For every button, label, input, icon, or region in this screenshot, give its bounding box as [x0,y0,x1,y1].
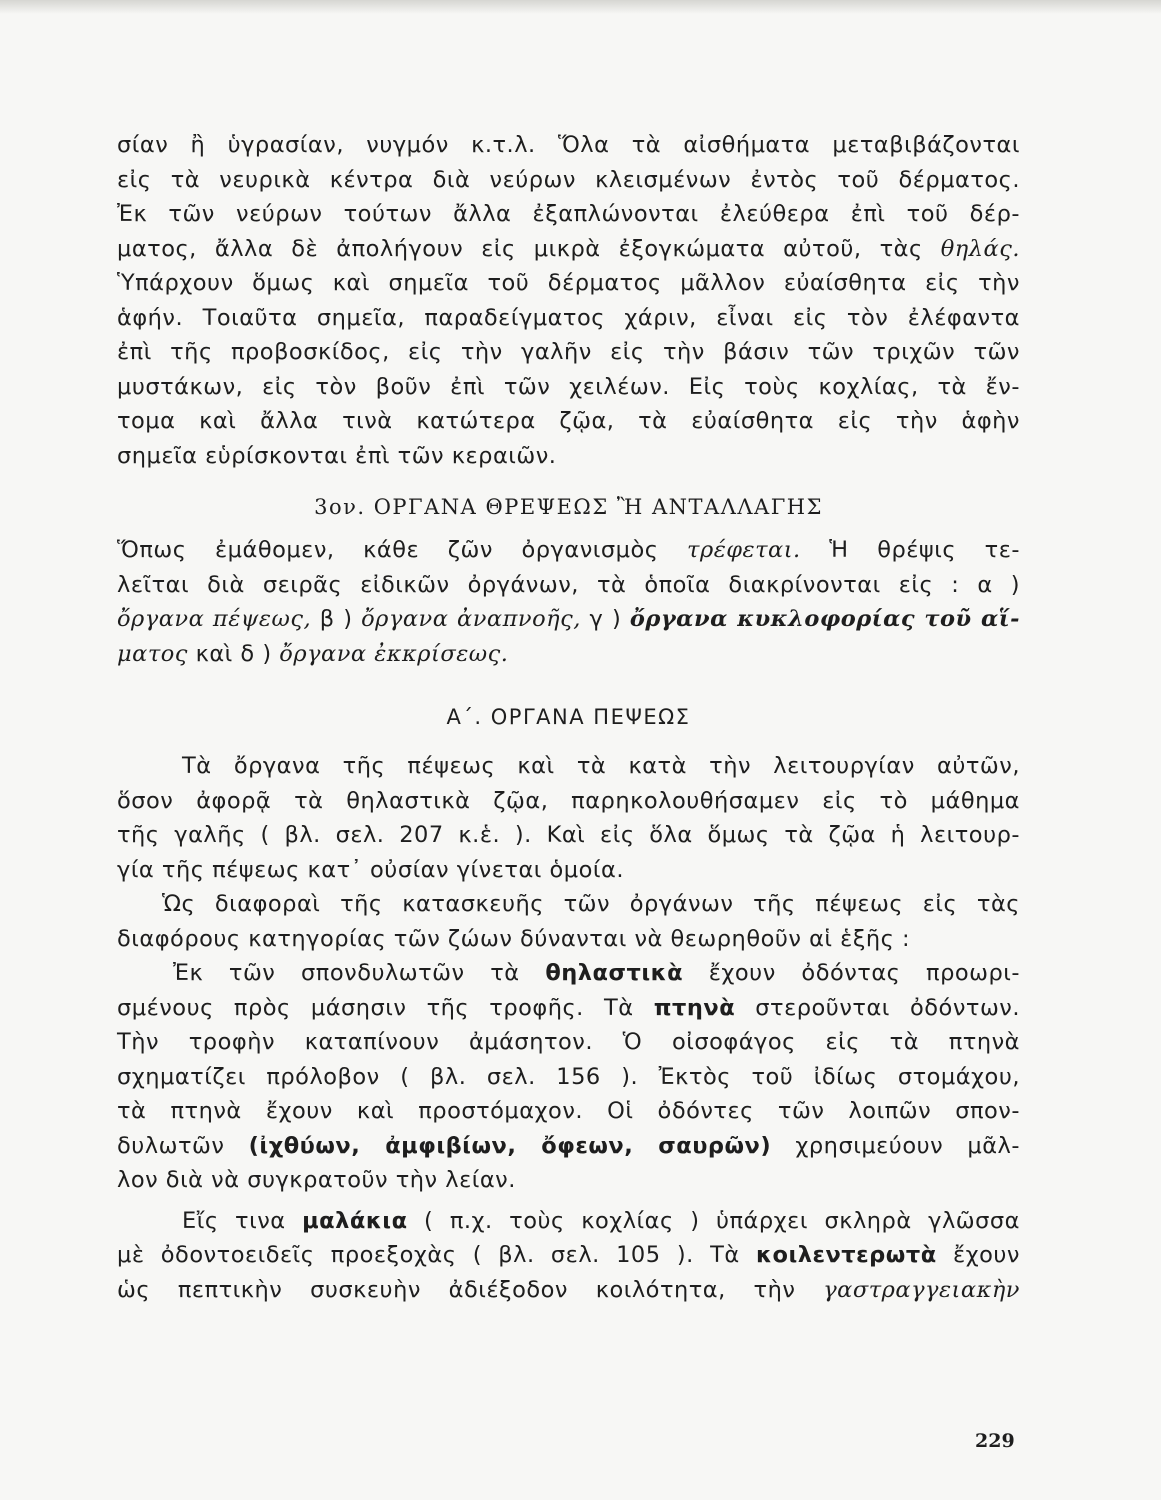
italic-term: ὄργανα κυκλοφορίας τοῦ αἵ- [629,606,1021,632]
text-line: Ἐκ τῶν νεύρων τούτων ἄλλα ἐξαπλώνονται ἐλεύθερα ἐπὶ τοῦ δέρ- [117,201,1020,227]
italic-term: τρέφεται. [687,537,801,563]
text-run: Ὅπως ἐμάθομεν, κάθε ζῶν ὀργανισμὸς [117,537,688,563]
italic-term: γαστραγγειακὴν [823,1276,1020,1303]
text-line: λον διὰ νὰ συγκρατοῦν τὴν λείαν. [117,1167,516,1193]
text-line: ἐπὶ τῆς προβοσκίδος, εἰς τὴν γαλῆν εἰς τὴν βάσιν τῶν τριχῶν τῶν [117,339,1020,365]
text-line [117,637,1020,672]
text-run: στεροῦνται ὀδόντων. [735,994,1021,1021]
bold-term: κοιλεντερωτὰ [756,1242,937,1268]
text-line: γία τῆς πέψεως κατ᾽ οὐσίαν γίνεται ὁμοία. [117,856,624,883]
text-line: εἰς τὰ νευρικὰ κέντρα διὰ νεύρων κλεισμένων ἐντὸς τοῦ δέρματος. [117,166,1020,193]
italic-term: θηλάς. [940,235,1020,262]
text-line: ἁφήν. Τοιαῦτα σημεῖα, παραδείγματος χάριν, εἶναι εἰς τὸν ἐλέφαντα [117,304,1020,331]
paragraph-senses [117,128,1020,473]
text-line: Ὑπάρχουν ὅμως καὶ σημεῖα τοῦ δέρματος μᾶλλον εὐαίσθητα εἰς τὴν [117,270,1020,296]
text-run: δυλωτῶν [117,1132,249,1159]
text-line: διαφόρους κατηγορίας τῶν ζώων δύνανται νὰ θεωρηθοῦν αἱ ἑξῆς : [117,925,911,952]
text-line: λεῖται διὰ σειρᾶς εἰδικῶν ὀργάνων, τὰ ὁποῖα διακρίνονται εἰς : α ) [117,571,1020,598]
bold-term: (ἰχθύων, ἀμφιβίων, ὄφεων, σαυρῶν) [248,1132,772,1159]
paragraph-nutrition [117,533,1020,671]
text-line [117,1204,1020,1239]
section-heading-nutrition-organs: 3ον. ΟΡΓΑΝΑ ΘΡΕΨΕΩΣ Ἢ ΑΝΤΑΛΛΑΓΗΣ [314,495,823,519]
text-run: σμένους πρὸς μάσησιν τῆς τροφῆς. Τὰ [117,994,654,1021]
text-run: ἔχουν [936,1242,1020,1268]
text-run: ἔχουν ὀδόντας προωρι- [683,960,1020,986]
text-run: μὲ ὀδοντοειδεῖς προεξοχὰς ( βλ. σελ. 105 ). Τὰ [117,1242,756,1268]
italic-term: ὄργανα ἀναπνοῆς, [361,606,581,632]
text-line: Ὡς διαφοραὶ τῆς κατασκευῆς τῶν ὀργάνων τῆς πέψεως εἰς τὰς [162,891,1020,917]
text-run: ὡς πεπτικὴν συσκευὴν ἀδιέξοδον κοιλότητα, τὴν [117,1276,824,1303]
text-line: τὰ πτηνὰ ἔχουν καὶ προστόμαχον. Οἱ ὀδόντες τῶν λοιπῶν σπον- [117,1098,1020,1124]
text-line: Τὰ ὄργανα τῆς πέψεως καὶ τὰ κατὰ τὴν λειτουργίαν αὐτῶν, [182,753,1020,779]
italic-term: ὄργανα ἐκκρίσεως. [279,640,509,667]
italic-term: ὄργανα πέψεως, [117,606,312,632]
text-line [117,602,1020,637]
text-run: ματος, ἄλλα δὲ ἀπολήγουν εἰς μικρὰ ἐξογκώματα αὐτοῦ, τὰς [117,235,941,262]
text-run: καὶ δ ) [187,640,280,667]
text-run: ( π.χ. τοὺς κοχλίας ) ὑπάρχει σκληρὰ γλῶσσα [407,1207,1020,1234]
text-run: Ἡ θρέψις τε- [800,537,1020,563]
bold-term: μαλάκια [302,1207,408,1234]
bold-term: θηλαστικὰ [545,960,684,986]
text-run: γ ) [580,606,630,632]
page-edge-shadow [0,0,1161,14]
text-line: τομα καὶ ἄλλα τινὰ κατώτερα ζῷα, τὰ εὐαίσθητα εἰς τὴν ἁφὴν [117,408,1020,434]
text-line [117,533,1020,568]
text-line [117,956,1020,991]
text-line [117,1238,1020,1273]
text-line [117,232,1020,267]
text-line [117,1129,1020,1164]
text-line: σημεῖα εὑρίσκονται ἐπὶ τῶν κεραιῶν. [117,442,557,469]
book-page [117,128,1020,1307]
section-heading-digestive-organs: Α΄. ΟΡΓΑΝΑ ΠΕΨΕΩΣ [446,705,691,729]
text-run: Εἴς τινα [182,1207,303,1234]
text-run: β ) [311,606,362,632]
text-line: σχηματίζει πρόλοβον ( βλ. σελ. 156 ). Ἐκτὸς τοῦ ἰδίως στομάχου, [117,1063,1020,1090]
paragraph-digestion [117,749,1020,1307]
text-line: μυστάκων, εἰς τὸν βοῦν ἐπὶ τῶν χειλέων. Εἰς τοὺς κοχλίας, τὰ ἔν- [117,373,1020,400]
page-number: 229 [975,1430,1015,1452]
italic-term: ματος [117,640,188,667]
text-line: ὅσον ἀφορᾷ τὰ θηλαστικὰ ζῷα, παρηκολουθήσαμεν εἰς τὸ μάθημα [117,787,1020,814]
bold-term: πτηνὰ [653,994,736,1021]
text-run: Ἐκ τῶν σπονδυλωτῶν τὰ [173,960,546,986]
text-line: Τὴν τροφὴν καταπίνουν ἀμάσητον. Ὁ οἰσοφάγος εἰς τὰ πτηνὰ [117,1029,1020,1055]
text-run: χρησιμεύουν μᾶλ- [771,1132,1020,1159]
text-line [117,1273,1020,1308]
text-line: σίαν ἢ ὑγρασίαν, νυγμόν κ.τ.λ. Ὅλα τὰ αἰσθήματα μεταβιβάζονται [117,132,1020,158]
text-line: τῆς γαλῆς ( βλ. σελ. 207 κ.ἑ. ). Καὶ εἰς ὅλα ὅμως τὰ ζῷα ἡ λειτουρ- [117,822,1020,848]
text-line [117,991,1020,1026]
